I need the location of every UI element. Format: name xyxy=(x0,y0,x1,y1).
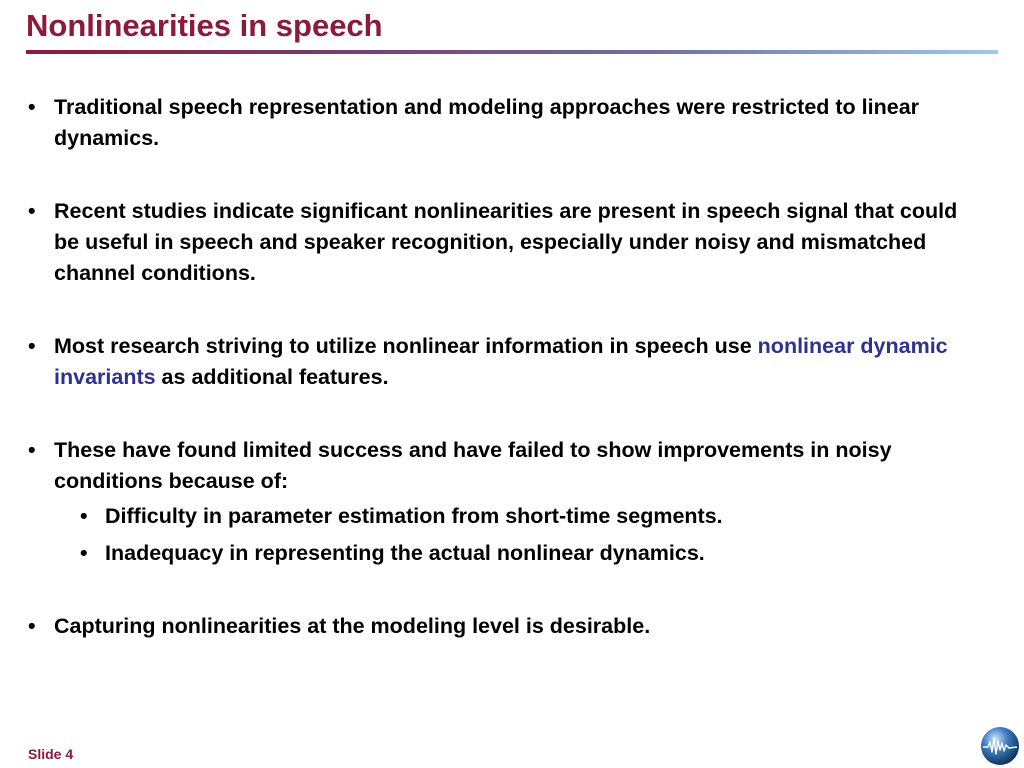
bullet-item xyxy=(28,92,968,154)
highlighted-term: nonlinear dynamic invariants xyxy=(54,334,948,389)
bullet-item xyxy=(28,331,968,393)
sub-bullet-list xyxy=(28,501,968,569)
bullet-marker: • xyxy=(28,334,36,358)
bullet-item xyxy=(28,196,968,289)
bullet-text: Capturing nonlinearities at the modeling level is desirable. xyxy=(54,614,651,638)
bullet-marker: • xyxy=(28,199,36,223)
bullet-list xyxy=(28,92,968,684)
sub-bullet-text: Inadequacy in representing the actual nonlinear dynamics. xyxy=(105,541,705,565)
bullet-text: These have found limited success and have failed to show improvements in noisy conditions because of: xyxy=(54,438,892,493)
bullet-text: Traditional speech representation and modeling approaches were restricted to linear dynamics. xyxy=(54,95,920,150)
bullet-item xyxy=(28,435,968,497)
globe-icon xyxy=(980,726,1020,766)
bullet-marker: • xyxy=(80,504,88,528)
bullet-text-pre: Most research striving to utilize nonlinear information in speech use xyxy=(54,334,758,358)
sub-bullet-text: Difficulty in parameter estimation from short-time segments. xyxy=(105,504,723,528)
title-divider xyxy=(26,50,998,54)
bullet-item xyxy=(28,611,968,642)
slide-title: Nonlinearities in speech xyxy=(26,8,383,43)
sub-bullet-item xyxy=(28,501,968,532)
slide-number: Slide 4 xyxy=(28,746,74,762)
bullet-marker: • xyxy=(28,614,36,638)
sub-bullet-item xyxy=(28,538,968,569)
bullet-text-post: as additional features. xyxy=(155,365,389,389)
bullet-text: Recent studies indicate significant nonlinearities are present in speech signal that could be useful in speech and speaker recognition, especially under noisy and mismatched channel conditions. xyxy=(54,199,958,285)
bullet-marker: • xyxy=(28,95,36,119)
bullet-marker: • xyxy=(80,541,88,565)
bullet-marker: • xyxy=(28,438,36,462)
